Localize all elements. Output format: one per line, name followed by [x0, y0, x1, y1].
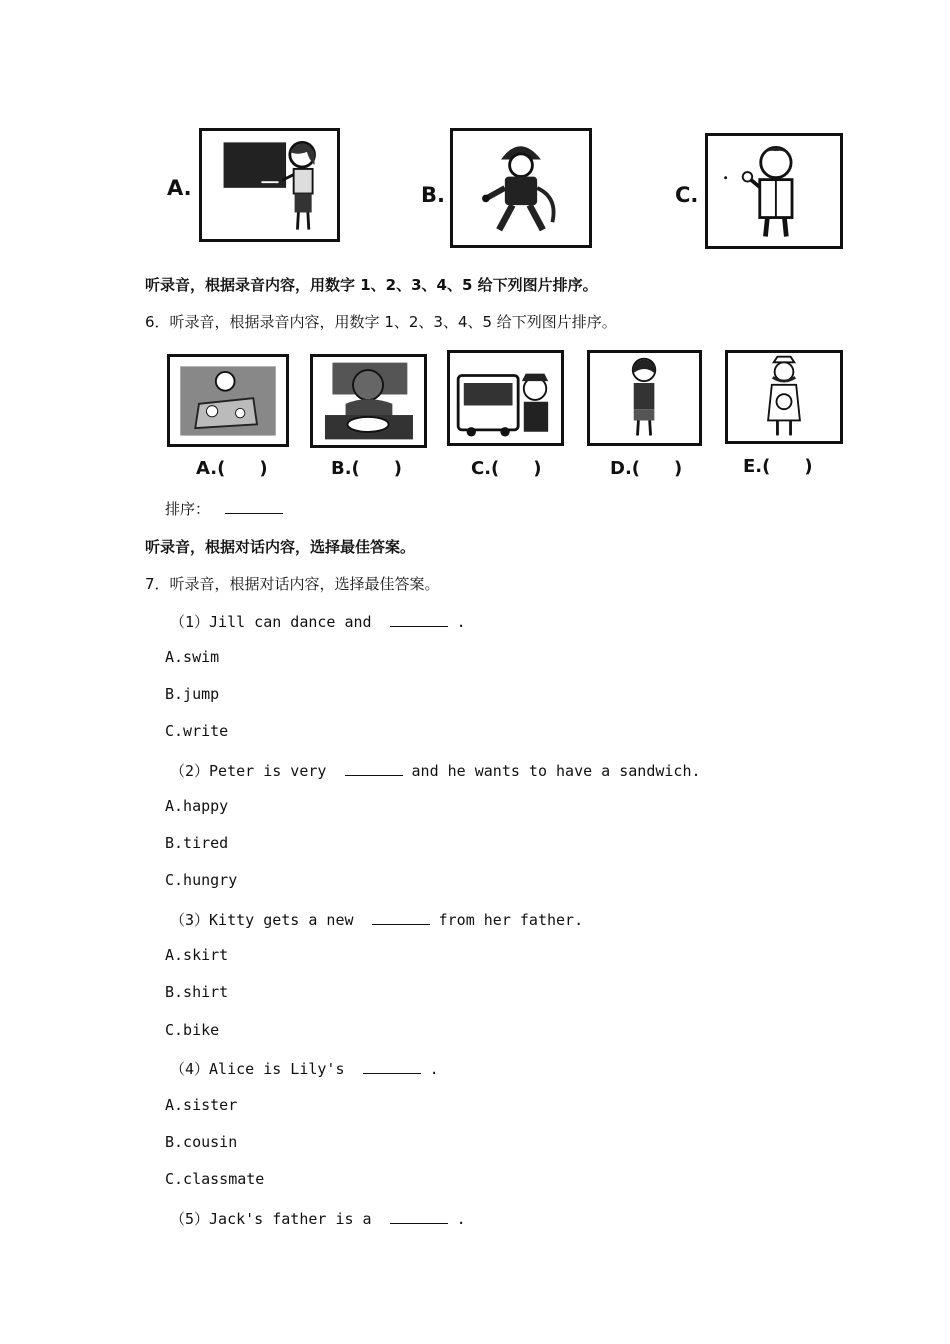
q6-picture-a — [167, 354, 289, 447]
q7-5-blank[interactable] — [390, 1211, 448, 1224]
q6-label-e: E.( ) — [743, 456, 813, 477]
option-c-label: C. — [675, 183, 699, 207]
order-label: 排序： — [165, 500, 211, 518]
order-answer-row — [165, 498, 283, 519]
q7-2-option-c[interactable]: C.hungry — [165, 871, 238, 889]
q7-4-blank[interactable] — [363, 1061, 421, 1074]
q6-label-d: D.( ) — [610, 458, 683, 479]
q7-4-option-c[interactable]: C.classmate — [165, 1170, 265, 1188]
q7-3-option-b[interactable]: B.shirt — [165, 983, 229, 1001]
cook-messy-table-icon — [170, 357, 286, 444]
doctor-picture — [705, 133, 843, 249]
q6-picture-e — [725, 350, 843, 444]
q7-3-option-c[interactable]: C.bike — [165, 1021, 220, 1039]
fireman-picture — [450, 128, 592, 248]
nurse-icon — [728, 353, 840, 441]
teacher-picture — [199, 128, 340, 242]
student-icon — [590, 353, 699, 443]
q7-5-stem: （5）Jack's father is a . — [170, 1210, 466, 1228]
question-6-text: 6．听录音，根据录音内容，用数字 1、2、3、4、5 给下列图片排序。 — [145, 313, 617, 331]
question-7-text: 7．听录音，根据对话内容，选择最佳答案。 — [145, 575, 440, 593]
option-a-label: A. — [167, 176, 192, 200]
q6-picture-c — [447, 350, 564, 446]
q6-label-a: A.( ) — [196, 458, 268, 479]
section-instruction-order: 听录音，根据录音内容，用数字 1、2、3、4、5 给下列图片排序。 — [145, 276, 598, 294]
q6-picture-b — [310, 354, 427, 448]
q7-4-stem: （4）Alice is Lily's . — [170, 1060, 439, 1078]
q7-3-blank[interactable] — [372, 912, 430, 925]
fireman-icon — [453, 131, 589, 245]
order-blank[interactable] — [225, 501, 283, 514]
q7-3-stem: （3）Kitty gets a new from her father. — [170, 911, 584, 929]
option-b-label: B. — [421, 183, 445, 207]
teacher-icon — [202, 131, 337, 239]
q7-1-option-a[interactable]: A.swim — [165, 648, 220, 666]
q7-1-blank[interactable] — [390, 614, 448, 627]
q7-1-stem: （1）Jill can dance and . — [170, 613, 466, 631]
doctor-icon — [708, 136, 840, 246]
q7-4-option-a[interactable]: A.sister — [165, 1096, 238, 1114]
q7-2-option-a[interactable]: A.happy — [165, 797, 229, 815]
eating-boy-icon — [313, 357, 424, 445]
q7-2-stem: （2）Peter is very and he wants to have a sandwich. — [170, 762, 701, 780]
q7-2-option-b[interactable]: B.tired — [165, 834, 229, 852]
section-instruction-choose: 听录音，根据对话内容，选择最佳答案。 — [145, 538, 416, 556]
q7-1-option-b[interactable]: B.jump — [165, 685, 220, 703]
q6-label-c: C.( ) — [471, 458, 542, 479]
q6-picture-d — [587, 350, 702, 446]
q6-label-b: B.( ) — [331, 458, 403, 479]
q7-1-option-c[interactable]: C.write — [165, 722, 229, 740]
q7-4-option-b[interactable]: B.cousin — [165, 1133, 238, 1151]
q7-3-option-a[interactable]: A.skirt — [165, 946, 229, 964]
bus-driver-icon — [450, 353, 561, 443]
q7-2-blank[interactable] — [345, 763, 403, 776]
